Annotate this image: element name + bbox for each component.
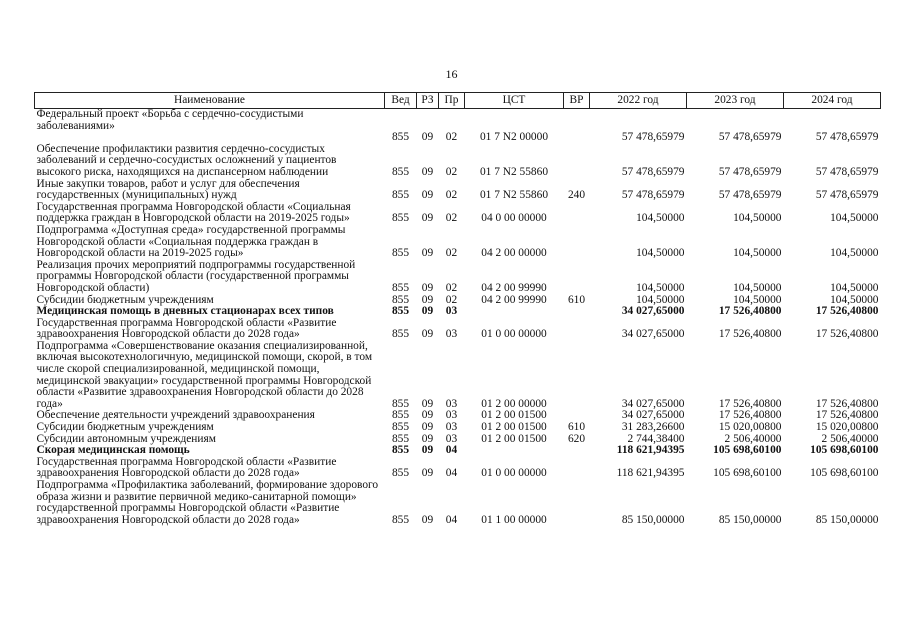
- cell-2022: 31 283,26600: [621, 421, 685, 434]
- cell-2022: 57 478,65979: [621, 189, 685, 202]
- cell-rz: 09: [421, 189, 434, 202]
- cell-name: Федеральный проект «Борьба с сердечно-сосудистыми заболеваниями»: [36, 108, 304, 132]
- cell-2023: 17 526,40800: [718, 305, 782, 318]
- cell-name: Реализация прочих мероприятий подпрограммы государственной программы Новгородской области (государственной программы Новгородской области): [36, 258, 356, 294]
- table-row: [35, 457, 881, 480]
- budget-table: [34, 92, 880, 526]
- cell-cst: 01 7 N2 00000: [479, 131, 549, 144]
- cell-ved: [385, 109, 417, 133]
- cell-2022: 34 027,65000: [621, 328, 685, 341]
- cell-ved: 855: [391, 328, 410, 341]
- cell-vr: [564, 445, 590, 457]
- cell-2022: 34 027,65000: [621, 397, 685, 410]
- cell-2022: 34 027,65000: [621, 305, 685, 318]
- header-2024: 2024 год: [784, 93, 881, 109]
- cell-pr: 04: [445, 444, 458, 457]
- cell-pr: 03: [445, 397, 458, 410]
- cell-vr: [564, 109, 590, 133]
- cell-2023: 104,50000: [733, 212, 782, 225]
- cell-cst: 01 2 00 01500: [481, 432, 547, 445]
- cell-2022: 85 150,00000: [621, 513, 685, 526]
- cell-rz: 09: [421, 247, 434, 260]
- cell-pr: 02: [445, 293, 458, 306]
- cell-2022: 118 621,94395: [616, 444, 685, 457]
- cell-ved: 855: [391, 212, 410, 225]
- cell-pr: 03: [445, 421, 458, 434]
- table-row: [35, 341, 881, 411]
- cell-rz: 09: [421, 165, 434, 178]
- table-row: [35, 179, 881, 202]
- cell-cst: 04 0 00 00000: [481, 212, 547, 225]
- header-cst: ЦСТ: [465, 93, 564, 109]
- cell-pr: 03: [445, 409, 458, 422]
- cell-2024: 57 478,65979: [815, 189, 879, 202]
- cell-vr: [564, 306, 590, 318]
- cell-name: Медицинская помощь в дневных стационарах всех типов: [36, 305, 334, 318]
- cell-2023: [687, 109, 784, 133]
- cell-pr: 02: [445, 189, 458, 202]
- cell-2023: 57 478,65979: [718, 131, 782, 144]
- cell-pr: 03: [445, 328, 458, 341]
- cell-pr: 03: [445, 305, 458, 318]
- cell-2024: 17 526,40800: [815, 397, 879, 410]
- cell-2024: 105 698,60100: [810, 467, 879, 480]
- cell-ved: 855: [391, 247, 410, 260]
- cell-rz: 09: [421, 467, 434, 480]
- cell-name: Субсидии бюджетным учреждениям: [36, 293, 214, 306]
- cell-2023: 17 526,40800: [718, 397, 782, 410]
- cell-2024: 2 506,40000: [821, 432, 879, 445]
- cell-rz: 09: [421, 305, 434, 318]
- cell-2023: 104,50000: [733, 247, 782, 260]
- table-row: [35, 422, 881, 434]
- cell-rz: 09: [421, 444, 434, 457]
- cell-cst: [465, 109, 564, 133]
- cell-2022: 104,50000: [636, 247, 685, 260]
- cell-rz: 09: [421, 281, 434, 294]
- cell-rz: [417, 109, 439, 133]
- cell-rz: 09: [421, 432, 434, 445]
- cell-cst: 01 0 00 00000: [481, 328, 547, 341]
- cell-2024: 17 526,40800: [815, 328, 879, 341]
- cell-cst: 01 2 00 01500: [481, 421, 547, 434]
- cell-cst: 04 2 00 99990: [481, 293, 547, 306]
- header-rz: РЗ: [417, 93, 439, 109]
- cell-2024: 17 526,40800: [815, 409, 879, 422]
- cell-2024: 85 150,00000: [815, 513, 879, 526]
- cell-cst: 01 2 00 01500: [481, 409, 547, 422]
- cell-2023: 105 698,60100: [713, 467, 782, 480]
- cell-cst: [465, 445, 564, 457]
- cell-ved: 855: [391, 513, 410, 526]
- cell-rz: 09: [421, 328, 434, 341]
- table-row: [35, 109, 881, 133]
- cell-vr: [564, 202, 590, 225]
- cell-2024: 17 526,40800: [815, 305, 879, 318]
- cell-2024: 104,50000: [830, 281, 879, 294]
- cell-vr: [564, 457, 590, 480]
- cell-pr: [439, 109, 465, 133]
- cell-vr: 610: [567, 421, 586, 434]
- cell-2024: 15 020,00800: [815, 421, 879, 434]
- cell-ved: 855: [391, 293, 410, 306]
- cell-ved: 855: [391, 432, 410, 445]
- cell-2022: 118 621,94395: [616, 467, 685, 480]
- cell-ved: 855: [391, 165, 410, 178]
- cell-name: Подпрограмма «Доступная среда» государственной программы Новгородской области «Социальная поддержка граждан в Новгородской области на 2019-2025 годы»: [36, 223, 346, 260]
- cell-vr: 610: [567, 293, 586, 306]
- header-vr: ВР: [564, 93, 590, 109]
- table-row: [35, 202, 881, 225]
- cell-cst: 01 7 N2 55860: [479, 189, 549, 202]
- cell-rz: 09: [421, 131, 434, 144]
- cell-ved: 855: [391, 421, 410, 434]
- table-row: [35, 306, 881, 318]
- header-2022: 2022 год: [590, 93, 687, 109]
- cell-2023: 15 020,00800: [718, 421, 782, 434]
- cell-name: Иные закупки товаров, работ и услуг для обеспечения государственных (муниципальных) нужд: [36, 177, 300, 202]
- table-row: [35, 225, 881, 260]
- header-name: Наименование: [35, 93, 385, 109]
- cell-name: Государственная программа Новгородской области «Развитие здравоохранения Новгородской области до 2028 года»: [36, 316, 337, 341]
- cell-ved: 855: [391, 131, 410, 144]
- cell-vr: [564, 260, 590, 295]
- cell-cst: 01 0 00 00000: [481, 467, 547, 480]
- table-body: [35, 109, 881, 527]
- cell-name: Подпрограмма «Совершенствование оказания специализированной, включая высокотехнологичную, медицинской помощи, скорой, в том числе скорой специализированной, медицинской помощи, медицинской эвакуации» государственной программы Новгородской области «Развитие здравоохранения Новгородской области до 2028 года»: [36, 339, 373, 410]
- cell-ved: 855: [391, 189, 410, 202]
- cell-2024: 57 478,65979: [815, 165, 879, 178]
- cell-ved: 855: [391, 397, 410, 410]
- cell-2022: 57 478,65979: [621, 165, 685, 178]
- cell-cst: 04 2 00 99990: [481, 281, 547, 294]
- cell-ved: 855: [391, 305, 410, 318]
- cell-name: Субсидии бюджетным учреждениям: [36, 421, 214, 434]
- page-number: 16: [445, 67, 458, 81]
- header-2023: 2023 год: [687, 93, 784, 109]
- cell-pr: 03: [445, 432, 458, 445]
- cell-vr: [564, 341, 590, 411]
- cell-cst: 01 2 00 00000: [481, 397, 547, 410]
- cell-vr: [564, 480, 590, 526]
- cell-vr: [564, 318, 590, 341]
- cell-pr: 02: [445, 281, 458, 294]
- cell-2024: 104,50000: [830, 212, 879, 225]
- cell-2024: 104,50000: [830, 293, 879, 306]
- header-ved: Вед: [385, 93, 417, 109]
- cell-name: Подпрограмма «Профилактика заболеваний, формирование здорового образа жизни и развитие первичной медико-санитарной помощи» государственной программы Новгородской области «Развитие здравоохранения Новгородской области до 2028 года»: [36, 479, 379, 526]
- cell-name: Субсидии автономным учреждениям: [36, 432, 216, 445]
- cell-2023: 105 698,60100: [713, 444, 782, 457]
- cell-vr: 620: [567, 432, 586, 445]
- cell-rz: 09: [421, 409, 434, 422]
- cell-vr: 240: [567, 189, 586, 202]
- cell-cst: 04 2 00 00000: [481, 247, 547, 260]
- cell-2024: [784, 109, 881, 133]
- cell-name: Государственная программа Новгородской области «Социальная поддержка граждан в Новгородской области на 2019-2025 годы»: [36, 200, 351, 225]
- cell-2023: 57 478,65979: [718, 189, 782, 202]
- cell-rz: 09: [421, 421, 434, 434]
- cell-pr: 02: [445, 131, 458, 144]
- cell-2022: 104,50000: [636, 281, 685, 294]
- cell-pr: 02: [445, 165, 458, 178]
- cell-2023: 17 526,40800: [718, 328, 782, 341]
- cell-ved: 855: [391, 281, 410, 294]
- cell-pr: 04: [445, 467, 458, 480]
- cell-2024: 105 698,60100: [810, 444, 879, 457]
- cell-pr: 02: [445, 212, 458, 225]
- cell-2022: 104,50000: [636, 293, 685, 306]
- cell-rz: 09: [421, 397, 434, 410]
- cell-name: Скорая медицинская помощь: [36, 444, 190, 457]
- cell-vr: [564, 225, 590, 260]
- cell-ved: 855: [391, 467, 410, 480]
- header-pr: Пр: [439, 93, 465, 109]
- cell-2023: 104,50000: [733, 293, 782, 306]
- cell-name: Обеспечение профилактики развития сердечно-сосудистых заболеваний и сердечно-сосудистых осложнений у пациентов высокого риска, находящихся на диспансерном наблюдении: [36, 142, 337, 178]
- cell-2022: 57 478,65979: [621, 131, 685, 144]
- cell-ved: 855: [391, 444, 410, 457]
- cell-rz: 09: [421, 513, 434, 526]
- cell-vr: [564, 132, 590, 144]
- cell-2023: 57 478,65979: [718, 165, 782, 178]
- cell-2023: 2 506,40000: [724, 432, 782, 445]
- cell-rz: 09: [421, 293, 434, 306]
- cell-cst: 01 7 N2 55860: [479, 165, 549, 178]
- table-header-row: [35, 93, 881, 109]
- cell-2023: 104,50000: [733, 281, 782, 294]
- cell-cst: [465, 306, 564, 318]
- cell-2023: 85 150,00000: [718, 513, 782, 526]
- cell-pr: 04: [445, 513, 458, 526]
- table-row: [35, 318, 881, 341]
- cell-2022: 2 744,38400: [627, 432, 685, 445]
- cell-2024: 104,50000: [830, 247, 879, 260]
- cell-cst: 01 1 00 00000: [481, 513, 547, 526]
- table-row: [35, 144, 881, 179]
- cell-pr: 02: [445, 247, 458, 260]
- cell-2022: 104,50000: [636, 212, 685, 225]
- cell-2022: 34 027,65000: [621, 409, 685, 422]
- table-row: [35, 260, 881, 295]
- cell-name: Обеспечение деятельности учреждений здравоохранения: [36, 409, 315, 422]
- cell-rz: 09: [421, 212, 434, 225]
- cell-2022: [590, 109, 687, 133]
- cell-2023: 17 526,40800: [718, 409, 782, 422]
- table-row: [35, 480, 881, 526]
- cell-name: Государственная программа Новгородской области «Развитие здравоохранения Новгородской области до 2028 года»: [36, 455, 337, 480]
- cell-vr: [564, 144, 590, 179]
- cell-2024: 57 478,65979: [815, 131, 879, 144]
- cell-ved: 855: [391, 409, 410, 422]
